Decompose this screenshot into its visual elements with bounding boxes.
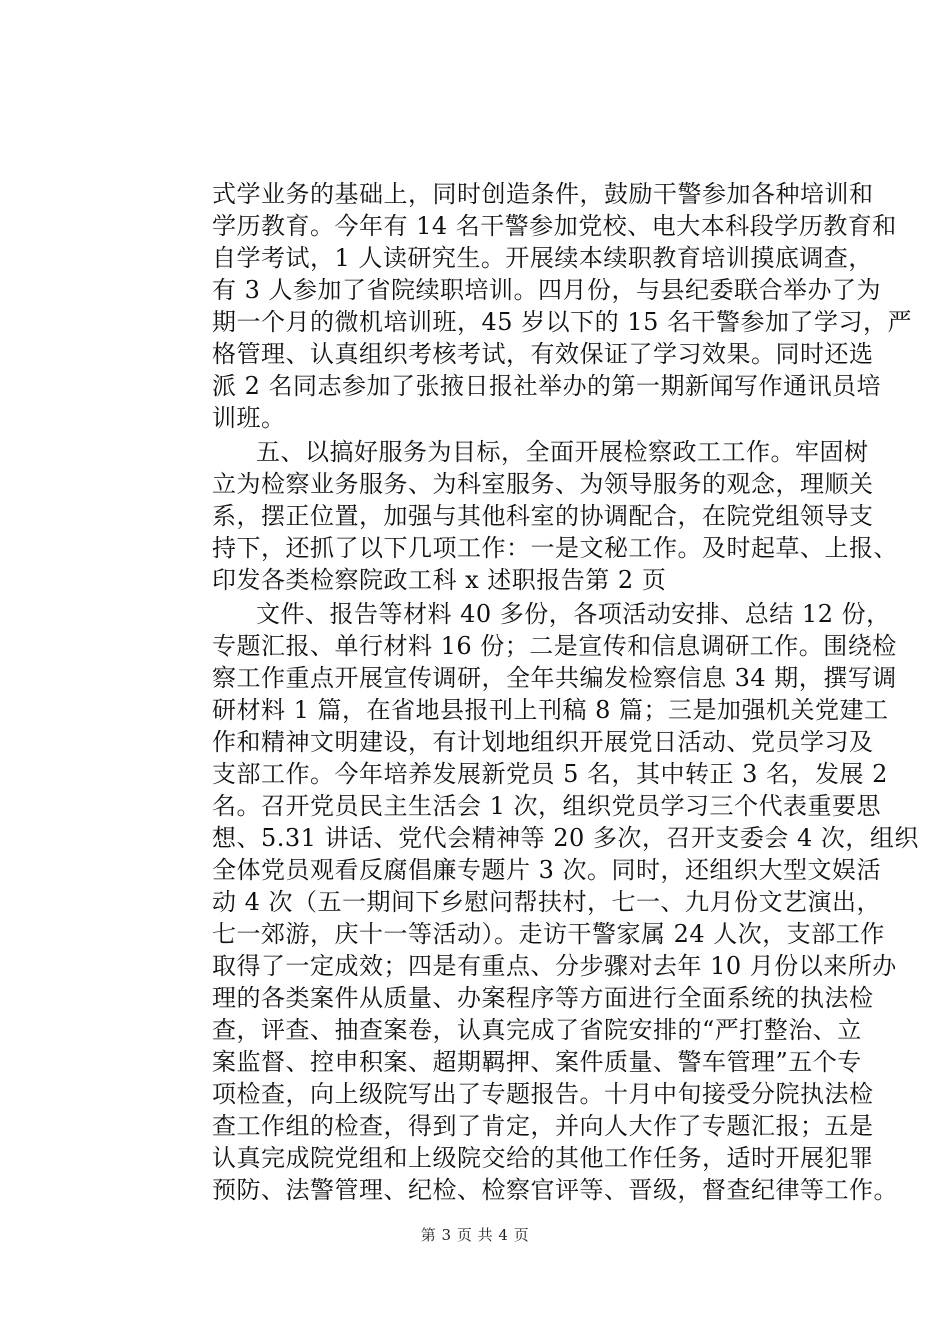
text-line: 支部工作。今年培养发展新党员 5 名，其中转正 3 名，发展 2 (212, 760, 888, 788)
text-line: 学历教育。今年有 14 名干警参加党校、电大本科段学历教育和 (212, 212, 897, 240)
text-line: 作和精神文明建设，有计划地组织开展党日活动、党员学习及 (212, 728, 874, 756)
text-line: 研材料 1 篇，在省地县报刊上刊稿 8 篇；三是加强机关党建工 (212, 696, 889, 724)
text-line: 全体党员观看反腐倡廉专题片 3 次。同时，还组织大型文娱活 (212, 856, 882, 884)
text-line: 式学业务的基础上，同时创造条件，鼓励干警参加各种培训和 (212, 180, 874, 208)
text-line: 期一个月的微机培训班，45 岁以下的 15 名干警参加了学习，严 (212, 308, 912, 336)
text-line: 格管理、认真组织考核考试，有效保证了学习效果。同时还选 (212, 340, 874, 368)
text-line: 有 3 人参加了省院续职培训。四月份，与县纪委联合举办了为 (212, 276, 882, 304)
text-line: 派 2 名同志参加了张掖日报社举办的第一期新闻写作通讯员培 (212, 372, 882, 400)
text-line: 理的各类案件从质量、办案程序等方面进行全面系统的执法检 (212, 984, 874, 1012)
text-line: 预防、法警管理、纪检、检察官评等、晋级，督查纪律等工作。 (212, 1176, 898, 1204)
text-line: 案监督、控申积案、超期羁押、案件质量、警车管理”五个专 (212, 1048, 862, 1076)
text-line: 持下，还抓了以下几项工作：一是文秘工作。及时起草、上报、 (212, 534, 898, 562)
text-line: 项检查，向上级院写出了专题报告。十月中旬接受分院执法检 (212, 1080, 874, 1108)
text-line: 系，摆正位置，加强与其他科室的协调配合，在院党组领导支 (212, 502, 874, 530)
text-line: 名。召开党员民主生活会 1 次，组织党员学习三个代表重要思 (212, 792, 882, 820)
text-line: 专题汇报、单行材料 16 份；二是宣传和信息调研工作。围绕检 (212, 632, 897, 660)
text-line: 查工作组的检查，得到了肯定，并向人大作了专题汇报；五是 (212, 1112, 874, 1140)
page-footer: 第 3 页 共 4 页 (420, 1226, 530, 1244)
text-line: 想、5.31 讲话、党代会精神等 20 多次，召开支委会 4 次，组织 (212, 824, 919, 852)
text-line: 动 4 次（五一期间下乡慰问帮扶村，七一、九月份文艺演出， (212, 888, 882, 916)
paragraph-start-line: 文件、报告等材料 40 多份，各项活动安排、总结 12 份， (256, 600, 891, 628)
text-line: 认真完成院党组和上级院交给的其他工作任务，适时开展犯罪 (212, 1144, 874, 1172)
text-line: 印发各类检察院政工科 x 述职报告第 2 页 (212, 566, 667, 594)
text-line: 察工作重点开展宣传调研，全年共编发检察信息 34 期，撰写调 (212, 664, 897, 692)
text-line: 查，评查、抽查案卷，认真完成了省院安排的“严打整治、立 (212, 1016, 862, 1044)
text-line: 七一郊游，庆十一等活动）。走访干警家属 24 人次，支部工作 (212, 920, 885, 948)
text-line: 立为检察业务服务、为科室服务、为领导服务的观念，理顺关 (212, 470, 874, 498)
text-line: 取得了一定成效；四是有重点、分步骤对去年 10 月份以来所办 (212, 952, 897, 980)
section-heading-line: 五、以搞好服务为目标，全面开展检察政工工作。牢固树 (256, 438, 869, 466)
text-line: 训班。 (212, 404, 286, 432)
text-line: 自学考试，1 人读研究生。开展续本续职教育培训摸底调查， (212, 244, 873, 272)
